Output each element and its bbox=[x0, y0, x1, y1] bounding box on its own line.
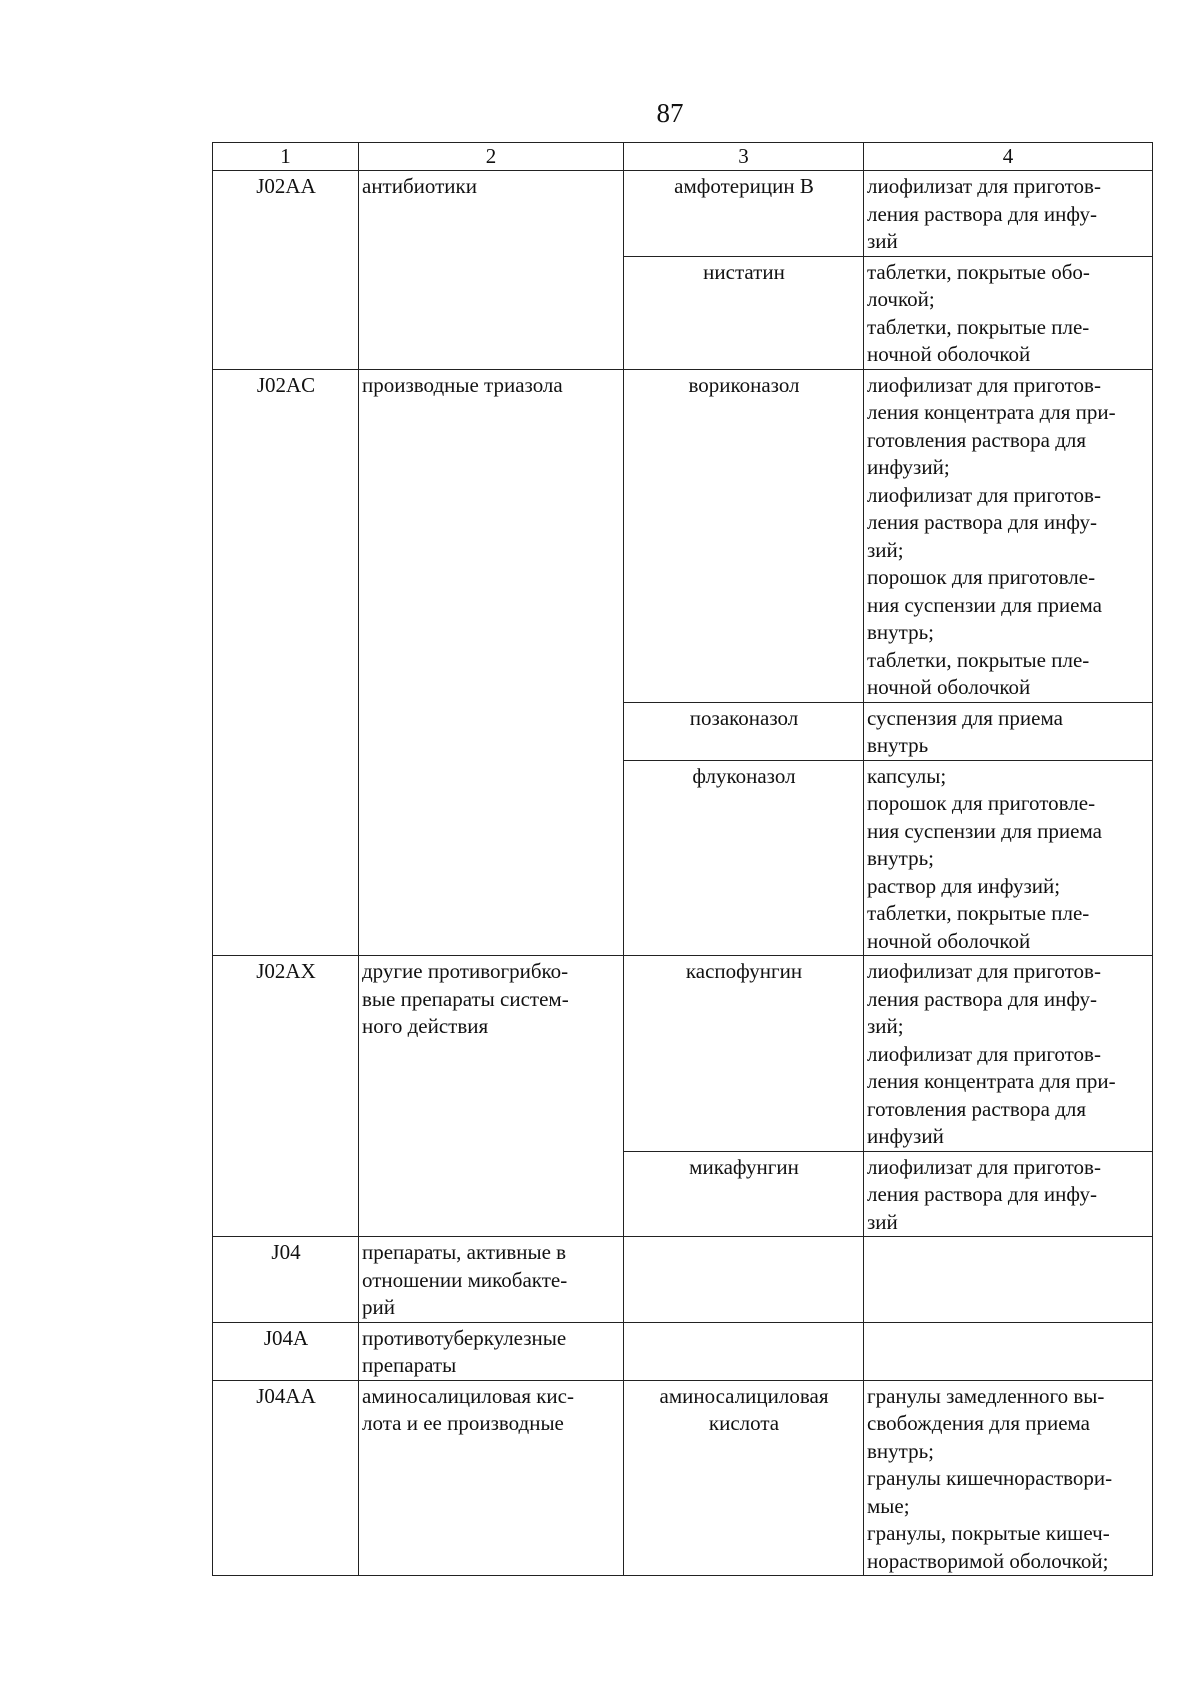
table-row bbox=[213, 1322, 1153, 1380]
dosage-form-line: лочкой; bbox=[867, 287, 935, 311]
dosage-form-line: ления концентрата для при- bbox=[867, 400, 1116, 424]
table-header bbox=[213, 143, 1153, 171]
dosage-form-line: ния суспензии для приема bbox=[867, 818, 1102, 843]
group-line: отношении микобакте- bbox=[362, 1267, 568, 1292]
dosage-form-line: таблетки, покрытые пле- bbox=[867, 314, 1090, 339]
drug-name-line: каспофунгин bbox=[685, 959, 803, 983]
dosage-form-line: готовления раствора для bbox=[867, 427, 1087, 452]
table-body bbox=[213, 171, 1153, 1576]
dosage-forms-cell bbox=[864, 760, 1153, 956]
dosage-forms-cell bbox=[864, 1380, 1153, 1576]
drug-name-cell bbox=[624, 760, 864, 956]
table-row bbox=[213, 1237, 1153, 1323]
drug-name-line: вориконазол bbox=[688, 372, 800, 397]
dosage-form-line: внутрь bbox=[867, 733, 929, 757]
header-col-1: 1 bbox=[213, 143, 359, 171]
drug-name-line: кислота bbox=[708, 1411, 780, 1435]
group-cell bbox=[359, 1237, 624, 1323]
group-line: лота и ее производные bbox=[362, 1411, 564, 1435]
atc-code: J02AX bbox=[256, 959, 316, 983]
dosage-form-line: гранулы, покрытые кишеч- bbox=[867, 1521, 1110, 1545]
dosage-form-line: норастворимой оболочкой; bbox=[867, 1548, 1109, 1573]
dosage-form-line: лиофилизат для приготов- bbox=[867, 482, 1101, 507]
drug-name-line: позаконазол bbox=[689, 705, 799, 730]
dosage-form-line: ния суспензии для приема bbox=[867, 592, 1102, 617]
group-line: противотуберкулезные bbox=[362, 1325, 567, 1350]
dosage-form-line: ления раствора для инфу- bbox=[867, 510, 1097, 534]
group-cell bbox=[359, 171, 624, 370]
group-line: препараты bbox=[362, 1353, 457, 1377]
dosage-form-line: инфузий; bbox=[867, 455, 950, 479]
atc-code-cell bbox=[213, 369, 359, 956]
dosage-form-line: свобождения для приема bbox=[867, 1411, 1090, 1435]
dosage-form-line: лиофилизат для приготов- bbox=[867, 174, 1101, 198]
dosage-form-line: лиофилизат для приготов- bbox=[867, 959, 1101, 983]
atc-code: J04AA bbox=[256, 1383, 316, 1408]
table-row bbox=[213, 171, 1153, 257]
group-line: антибиотики bbox=[362, 174, 477, 198]
header-col-2: 2 bbox=[359, 143, 624, 171]
dosage-form-line: ночной оболочкой bbox=[867, 928, 1031, 953]
header-col-3: 3 bbox=[624, 143, 864, 171]
group-line: другие противогрибко- bbox=[362, 959, 569, 983]
dosage-form-line: таблетки, покрытые обо- bbox=[867, 259, 1090, 284]
atc-code-cell bbox=[213, 1237, 359, 1323]
dosage-form-line: внутрь; bbox=[867, 1438, 934, 1463]
dosage-form-line: ночной оболочкой bbox=[867, 342, 1031, 366]
dosage-form-line: капсулы; bbox=[867, 763, 947, 788]
table-row bbox=[213, 369, 1153, 702]
drug-name-cell bbox=[624, 1237, 864, 1323]
dosage-form-line: ления раствора для инфу- bbox=[867, 201, 1097, 226]
atc-code: J02AA bbox=[256, 174, 316, 198]
dosage-form-line: зий bbox=[867, 1209, 898, 1234]
drug-name-cell bbox=[624, 1322, 864, 1380]
group-cell bbox=[359, 1380, 624, 1576]
dosage-forms-cell bbox=[864, 1237, 1153, 1323]
dosage-form-line: ночной оболочкой bbox=[867, 675, 1031, 699]
group-line: ного действия bbox=[362, 1014, 489, 1038]
drug-name-line: амфотерицин В bbox=[674, 174, 814, 198]
dosage-forms-cell bbox=[864, 171, 1153, 257]
group-line: аминосалициловая кис- bbox=[362, 1383, 574, 1408]
dosage-forms-cell bbox=[864, 956, 1153, 1152]
drug-name-cell bbox=[624, 369, 864, 702]
table-row bbox=[213, 956, 1153, 1152]
dosage-form-line: гранулы кишечнораствори- bbox=[867, 1466, 1113, 1490]
drug-name-cell bbox=[624, 256, 864, 369]
dosage-form-line: суспензия для приема bbox=[867, 705, 1063, 730]
dosage-form-line: готовления раствора для bbox=[867, 1096, 1087, 1121]
atc-code-cell bbox=[213, 1322, 359, 1380]
dosage-form-line: зий; bbox=[867, 537, 904, 562]
group-cell bbox=[359, 956, 624, 1237]
drug-name-cell bbox=[624, 1380, 864, 1576]
group-cell bbox=[359, 369, 624, 956]
atc-code: J04A bbox=[263, 1325, 309, 1350]
dosage-form-line: внутрь; bbox=[867, 846, 934, 870]
dosage-form-line: таблетки, покрытые пле- bbox=[867, 647, 1090, 672]
drug-name-line: нистатин bbox=[703, 259, 785, 284]
dosage-form-line: раствор для инфузий; bbox=[867, 873, 1061, 898]
dosage-forms-cell bbox=[864, 369, 1153, 702]
dosage-forms-cell bbox=[864, 256, 1153, 369]
header-col-4: 4 bbox=[864, 143, 1153, 171]
dosage-form-line: внутрь; bbox=[867, 620, 934, 644]
dosage-form-line: лиофилизат для приготов- bbox=[867, 1041, 1101, 1066]
dosage-form-line: ления концентрата для при- bbox=[867, 1069, 1116, 1093]
drug-name-line: микафунгин bbox=[689, 1154, 799, 1179]
drug-name-cell bbox=[624, 171, 864, 257]
header-row bbox=[213, 143, 1153, 171]
dosage-form-line: лиофилизат для приготов- bbox=[867, 372, 1101, 397]
dosage-form-line: таблетки, покрытые пле- bbox=[867, 901, 1090, 925]
group-line: производные триазола bbox=[362, 372, 563, 397]
atc-code: J02AC bbox=[256, 372, 316, 397]
drug-name-line: флуконазол bbox=[692, 763, 796, 788]
atc-code-cell bbox=[213, 956, 359, 1237]
drug-name-cell bbox=[624, 702, 864, 760]
dosage-form-line: порошок для приготовле- bbox=[867, 791, 1096, 815]
drug-name-cell bbox=[624, 956, 864, 1152]
dosage-form-line: инфузий bbox=[867, 1124, 944, 1148]
dosage-form-line: порошок для приготовле- bbox=[867, 565, 1096, 589]
group-line: рий bbox=[362, 1295, 395, 1319]
group-cell bbox=[359, 1322, 624, 1380]
dosage-form-line: лиофилизат для приготов- bbox=[867, 1154, 1101, 1179]
drug-table bbox=[212, 142, 1153, 1576]
dosage-forms-cell bbox=[864, 702, 1153, 760]
dosage-form-line: ления раствора для инфу- bbox=[867, 1182, 1097, 1206]
group-line: препараты, активные в bbox=[362, 1240, 567, 1264]
page-number: 87 bbox=[656, 98, 684, 128]
dosage-form-line: мые; bbox=[867, 1493, 910, 1518]
dosage-form-line: ления раствора для инфу- bbox=[867, 986, 1097, 1011]
dosage-forms-cell bbox=[864, 1151, 1153, 1237]
atc-code-cell bbox=[213, 1380, 359, 1576]
atc-code: J04 bbox=[271, 1240, 301, 1264]
dosage-form-line: гранулы замедленного вы- bbox=[867, 1383, 1105, 1408]
atc-code-cell bbox=[213, 171, 359, 370]
dosage-form-line: зий; bbox=[867, 1014, 904, 1038]
group-line: вые препараты систем- bbox=[362, 986, 569, 1011]
drug-name-line: аминосалициловая bbox=[659, 1383, 829, 1408]
drug-name-cell bbox=[624, 1151, 864, 1237]
dosage-form-line: зий bbox=[867, 229, 898, 253]
dosage-forms-cell bbox=[864, 1322, 1153, 1380]
table-row bbox=[213, 1380, 1153, 1576]
